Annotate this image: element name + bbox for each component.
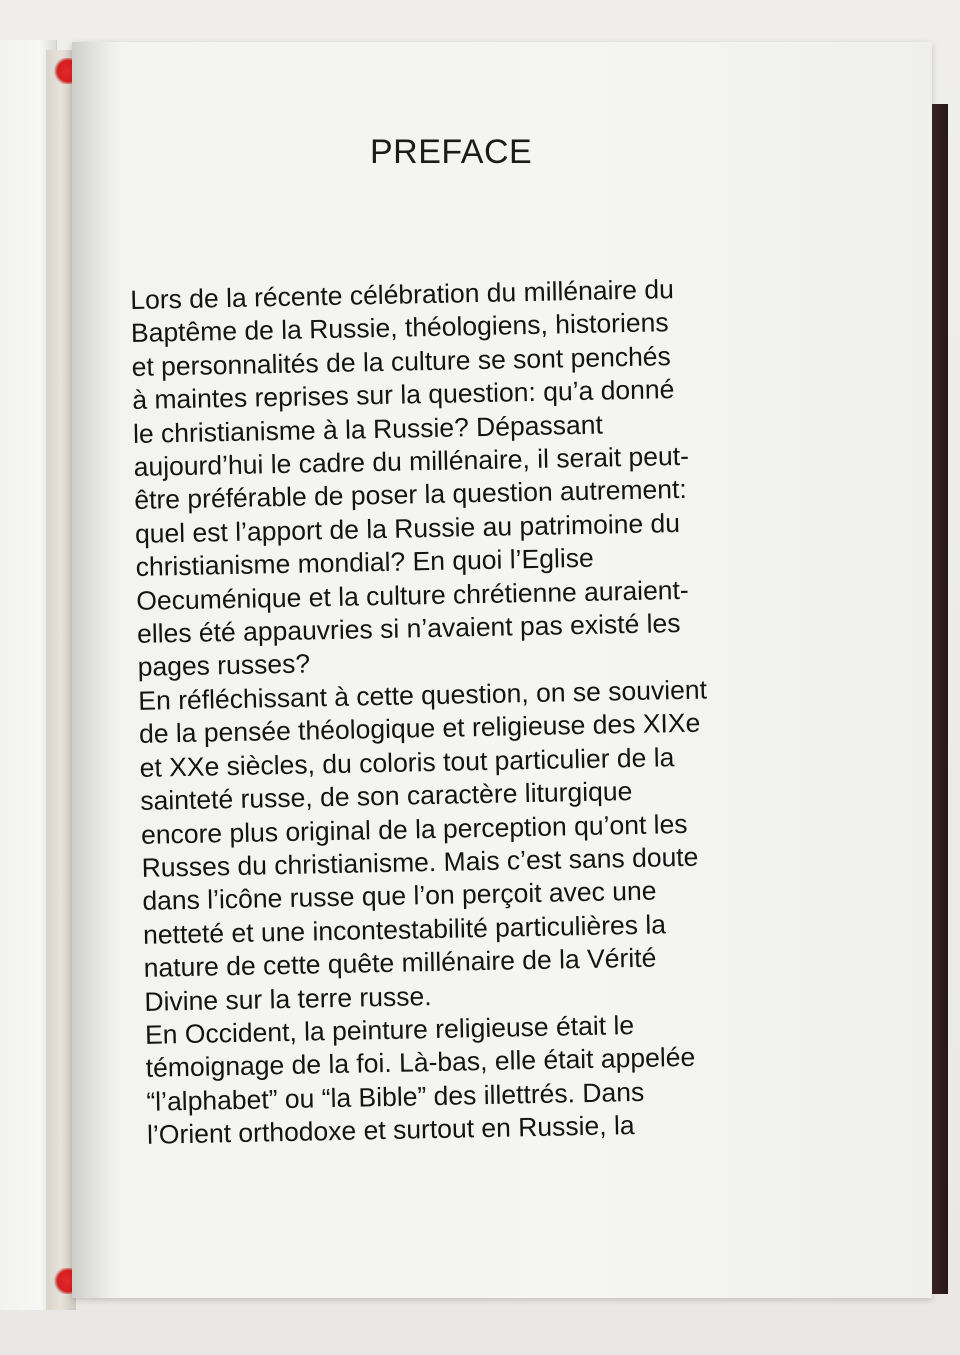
text-line: et personnalités de la culture se sont penchés	[131, 340, 672, 382]
text-line: le christianisme à la Russie? Dépassant	[132, 409, 604, 449]
text-line: aujourd’hui le cadre du millénaire, il serait peut-	[133, 440, 690, 482]
text-line: de la pensée théologique et religieuse des XIXe	[138, 707, 701, 750]
text-line: “l’alphabet” ou “la Bible” des illettrés. Dans	[146, 1076, 645, 1117]
preface-body	[130, 270, 837, 1152]
text-line: elles été appauvries si n’avaient pas existé les	[136, 608, 681, 649]
text-line: nature de cette quête millénaire de la Vérité	[143, 942, 657, 983]
text-line: être préférable de poser la question autrement:	[134, 474, 687, 516]
text-line: Divine sur la terre russe.	[144, 980, 432, 1017]
text-line: Oecuménique et la culture chrétienne auraient-	[136, 574, 689, 616]
text-line: à maintes reprises sur la question: qu’a donné	[132, 374, 675, 416]
text-line: Lors de la récente célébration du millénaire du	[130, 274, 675, 315]
text-line: En Occident, la peinture religieuse était le	[144, 1009, 635, 1050]
text-line: netteté et une incontestabilité particulières la	[142, 909, 667, 950]
text-line: dans l’icône russe que l’on perçoit avec une	[142, 875, 657, 917]
text-line: quel est l’apport de la Russie au patrimoine du	[134, 507, 681, 549]
text-line: témoignage de la foi. Là-bas, elle était appelée	[145, 1042, 696, 1084]
text-line: En réfléchissant à cette question, on se souvient	[138, 674, 708, 716]
text-line: encore plus original de la perception qu’ont les	[140, 808, 688, 850]
text-line: sainteté russe, de son caractère liturgique	[140, 776, 633, 816]
text-line: et XXe siècles, du coloris tout particulier de la	[139, 741, 675, 783]
text-line: Baptême de la Russie, théologiens, historiens	[130, 307, 669, 349]
page-title: PREFACE	[370, 132, 533, 171]
text-line: pages russes?	[137, 648, 311, 683]
text-line: Russes du christianisme. Mais c’est sans doute	[141, 841, 699, 883]
text-line: l’Orient orthodoxe et surtout en Russie, la	[146, 1110, 635, 1150]
gutter-shadow	[72, 42, 112, 1298]
text-line: christianisme mondial? En quoi l’Eglise	[135, 543, 594, 583]
